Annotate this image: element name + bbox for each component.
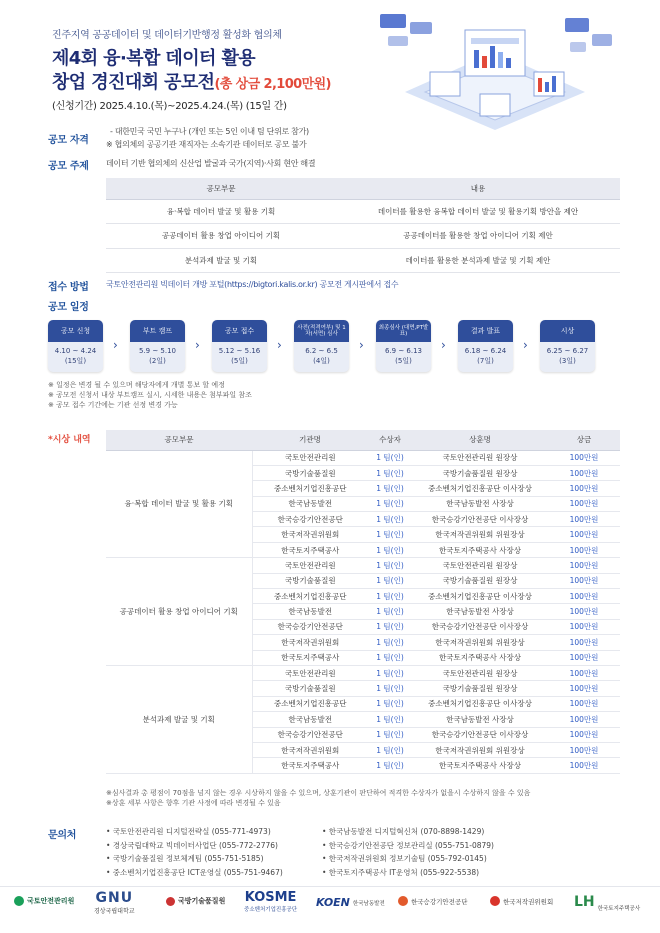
award-agency: 한국승강기안전공단: [252, 619, 368, 634]
schedule-steps: [48, 320, 628, 372]
table-row: [106, 665, 620, 680]
award-prize: 100만원: [548, 573, 620, 588]
award-name: 중소벤처기업진흥공단 이사장상: [412, 696, 548, 711]
award-name: 한국저작권위원회 위원장상: [412, 635, 548, 650]
logo-kcc: 한국저작권위원회: [490, 896, 553, 906]
kalis-logo-icon: [14, 896, 24, 906]
step-date: 6.18 ~ 6.24: [464, 347, 507, 355]
schedule-step: [458, 320, 513, 372]
award-prize: 100만원: [548, 742, 620, 757]
contact-label: 문의처: [48, 830, 77, 841]
page-title-line2: [52, 68, 331, 94]
award-agency: 국방기술품질원: [252, 681, 368, 696]
contact-item: • 한국저작권위원회 정보기술팀 (055-792-0145): [322, 854, 487, 863]
kcc-logo-icon: [490, 896, 500, 906]
contact-list-right: [322, 825, 494, 879]
award-winners: 1 팀(인): [368, 635, 412, 650]
theme-text: 데이터 기반 협의체의 신산업 발굴과 국가(지역)·사회 현안 해결: [106, 159, 316, 168]
award-winners: 1 팀(인): [368, 496, 412, 511]
award-name: 한국토지주택공사 사장상: [412, 542, 548, 557]
table-row: [106, 558, 620, 573]
logo-koen: KOEN 한국남동발전: [316, 896, 385, 909]
eligibility-label: 공모 자격: [48, 135, 89, 146]
award-prize: 100만원: [548, 465, 620, 480]
award-category: 공공데이터 활용 창업 아이디어 기획: [106, 558, 252, 666]
award-winners: 1 팀(인): [368, 696, 412, 711]
award-winners: 1 팀(인): [368, 727, 412, 742]
award-agency: 국방기술품질원: [252, 573, 368, 588]
award-agency: 한국저작권위원회: [252, 742, 368, 757]
award-prize: 100만원: [548, 635, 620, 650]
logo-kosme: KOSME 중소벤처기업진흥공단: [244, 890, 298, 913]
logo-dtaq: 국방기술품질원: [166, 896, 225, 906]
award-name: 한국남동발전 사장상: [412, 712, 548, 727]
application-period: (신청기간) 2025.4.10.(목)~2025.4.24.(목) (15일 간): [52, 101, 287, 112]
award-agency: 한국남동발전: [252, 496, 368, 511]
award-winners: 1 팀(인): [368, 542, 412, 557]
category-content: 데이터를 활용한 분석과제 발굴 및 기획 제안: [336, 248, 620, 273]
schedule-note: ※ 공모 접수 기간에는 기관 선정 변경 가능: [48, 401, 178, 409]
awards-header: 수상자: [368, 430, 412, 450]
step-date: 6.25 ~ 6.27: [546, 347, 589, 355]
table-row: [106, 224, 620, 249]
category-header: 공모부문: [106, 178, 336, 199]
step-title: 최종심사 (대면,PT발표): [376, 320, 431, 342]
schedule-notes: [48, 380, 252, 410]
chevron-right-icon: ›: [195, 338, 200, 352]
award-winners: 1 팀(인): [368, 450, 412, 465]
chevron-right-icon: ›: [359, 338, 364, 352]
award-winners: 1 팀(인): [368, 604, 412, 619]
award-agency: 국토안전관리원: [252, 665, 368, 680]
award-prize: 100만원: [548, 558, 620, 573]
award-agency: 한국저작권위원회: [252, 527, 368, 542]
step-date: 5.9 ~ 5.10: [138, 347, 177, 355]
award-agency: 한국토지주택공사: [252, 650, 368, 665]
contact-item: • 국토안전관리원 디지털전략실 (055-771-4973): [106, 827, 271, 836]
step-days: (2일): [149, 357, 166, 365]
data-platform-illustration: [370, 12, 620, 132]
award-agency: 중소벤처기업진흥공단: [252, 696, 368, 711]
step-title: 시상: [540, 320, 595, 342]
step-title: 공모 접수: [212, 320, 267, 342]
award-name: 한국저작권위원회 위원장상: [412, 742, 548, 757]
dtaq-logo-icon: [166, 897, 175, 906]
award-prize: 100만원: [548, 450, 620, 465]
award-name: 한국남동발전 사장상: [412, 604, 548, 619]
schedule-step: [212, 320, 267, 372]
award-winners: 1 팀(인): [368, 742, 412, 757]
contact-item: • 국방기술품질원 정보체계팀 (055-751-5185): [106, 854, 264, 863]
step-date: 6.9 ~ 6.13: [384, 347, 423, 355]
contact-item: • 경상국립대학교 빅데이터사업단 (055-772-2776): [106, 840, 278, 850]
table-row: [106, 199, 620, 224]
step-date: 6.2 ~ 6.5: [305, 347, 338, 355]
award-name: 한국승강기안전공단 이사장상: [412, 512, 548, 527]
award-prize: 100만원: [548, 681, 620, 696]
award-agency: 국토안전관리원: [252, 558, 368, 573]
category-name: 융·복합 데이터 발굴 및 활용 기획: [106, 199, 336, 224]
chevron-right-icon: ›: [277, 338, 282, 352]
award-agency: 중소벤처기업진흥공단: [252, 481, 368, 496]
step-days: (4일): [313, 357, 330, 365]
award-category: 융·복합 데이터 발굴 및 활용 기획: [106, 450, 252, 558]
award-note: ※심사결과 총 평점이 70점을 넘지 않는 경우 시상하지 않을 수 있으며, 상훈기관이 판단하여 적격한 수상자가 없을시 수상하지 않을 수 있음: [106, 789, 531, 797]
category-content: 공공데이터를 활용한 창업 아이디어 기획 제안: [336, 224, 620, 249]
award-prize: 100만원: [548, 481, 620, 496]
award-name: 중소벤처기업진흥공단 이사장상: [412, 481, 548, 496]
award-agency: 한국승강기안전공단: [252, 727, 368, 742]
award-agency: 한국저작권위원회: [252, 635, 368, 650]
logo-koelsa: 한국승강기안전공단: [398, 896, 468, 906]
award-agency: 한국승강기안전공단: [252, 512, 368, 527]
award-category: 분석과제 발굴 및 기획: [106, 665, 252, 773]
award-winners: 1 팀(인): [368, 465, 412, 480]
award-name: 한국승강기안전공단 이사장상: [412, 619, 548, 634]
award-prize: 100만원: [548, 650, 620, 665]
koelsa-logo-icon: [398, 896, 408, 906]
table-row: [106, 248, 620, 273]
awards-body: [106, 450, 620, 773]
awards-header: 상훈명: [412, 430, 548, 450]
schedule-note: ※ 공모전 신청서 내상 부트캠프 실시, 시세한 내용은 첨부파일 참조: [48, 391, 252, 399]
schedule-step: [130, 320, 185, 372]
award-note: ※상훈 세부 사항은 향후 기관 사정에 따라 변경될 수 있음: [106, 799, 281, 807]
schedule-step: [376, 320, 431, 372]
theme-label: 공모 주제: [48, 161, 89, 172]
page-title-line1: 제4회 융·복합 데이터 활용: [52, 48, 256, 69]
step-days: (15일): [64, 357, 87, 365]
award-name: 한국토지주택공사 사장상: [412, 758, 548, 773]
title-main: 창업 경진대회 공모전: [52, 72, 215, 93]
step-days: (5일): [231, 357, 248, 365]
award-winners: 1 팀(인): [368, 573, 412, 588]
award-name: 국토안전관리원 원장상: [412, 450, 548, 465]
award-prize: 100만원: [548, 527, 620, 542]
submission-text: 국토안전관리원 빅데이터 개방 포털(https://bigtori.kalis.or.kr) 공모전 게시판에서 접수: [106, 280, 399, 289]
eligibility-line1: - 대한민국 국민 누구나 (개인 또는 5인 이내 팀 단위로 참가): [110, 127, 309, 136]
award-prize: 100만원: [548, 604, 620, 619]
step-days: (3일): [559, 357, 576, 365]
award-prize: 100만원: [548, 712, 620, 727]
chevron-right-icon: ›: [441, 338, 446, 352]
content-header: 내용: [336, 178, 620, 199]
award-agency: 한국토지주택공사: [252, 542, 368, 557]
award-name: 국방기술품질원 원장상: [412, 573, 548, 588]
award-agency: 중소벤처기업진흥공단: [252, 589, 368, 604]
chevron-right-icon: ›: [523, 338, 528, 352]
contact-list-left: [106, 825, 283, 879]
award-name: 국토안전관리원 원장상: [412, 558, 548, 573]
awards-label: *시상 내역: [48, 435, 91, 445]
category-name: 공공데이터 활용 창업 아이디어 기획: [106, 224, 336, 249]
chevron-right-icon: ›: [113, 338, 118, 352]
footer-divider: [0, 886, 660, 887]
award-name: 국방기술품질원 원장상: [412, 681, 548, 696]
award-winners: 1 팀(인): [368, 619, 412, 634]
award-agency: 국토안전관리원: [252, 450, 368, 465]
step-days: (5일): [395, 357, 412, 365]
award-winners: 1 팀(인): [368, 758, 412, 773]
awards-header: 공모부문: [106, 430, 252, 450]
submission-label: 접수 방법: [48, 282, 89, 293]
award-agency: 한국남동발전: [252, 712, 368, 727]
schedule-step: [540, 320, 595, 372]
award-prize: 100만원: [548, 512, 620, 527]
award-prize: 100만원: [548, 496, 620, 511]
award-winners: 1 팀(인): [368, 681, 412, 696]
award-winners: 1 팀(인): [368, 512, 412, 527]
organizer-line: 진주지역 공공데이터 및 데이터기반행정 활성화 협의체: [52, 30, 282, 41]
step-date: 5.12 ~ 5.16: [218, 347, 261, 355]
contact-item: • 한국승강기안전공단 정보관리실 (055-751-0879): [322, 840, 494, 850]
contact-item: • 중소벤처기업진흥공단 ICT운영실 (055-751-9467): [106, 867, 283, 877]
award-prize: 100만원: [548, 619, 620, 634]
award-winners: 1 팀(인): [368, 650, 412, 665]
title-prize-highlight: (총 상금 2,100만원): [214, 77, 331, 92]
schedule-step: [294, 320, 349, 372]
award-name: 한국토지주택공사 사장상: [412, 650, 548, 665]
table-row: [106, 450, 620, 465]
award-agency: 한국토지주택공사: [252, 758, 368, 773]
eligibility-line2: ※ 협의체의 공공기관 재직자는 소속기관 데이터로 공모 불가: [106, 140, 307, 149]
award-prize: 100만원: [548, 696, 620, 711]
award-notes: [106, 788, 530, 808]
award-prize: 100만원: [548, 727, 620, 742]
step-date: 4.10 ~ 4.24: [54, 347, 97, 355]
contact-item: • 한국토지주택공사 IT운영처 (055-922-5538): [322, 867, 480, 877]
award-name: 국토안전관리원 원장상: [412, 665, 548, 680]
award-name: 중소벤처기업진흥공단 이사장상: [412, 589, 548, 604]
award-name: 국방기술품질원 원장상: [412, 465, 548, 480]
contact-item: • 한국남동발전 디지털혁신처 (070-8898-1429): [322, 827, 485, 836]
award-winners: 1 팀(인): [368, 558, 412, 573]
award-prize: 100만원: [548, 589, 620, 604]
step-title: 사전(적격여부) 및 1차(서면) 심사: [294, 320, 349, 342]
award-prize: 100만원: [548, 758, 620, 773]
awards-header: 상금: [548, 430, 620, 450]
award-agency: 국방기술품질원: [252, 465, 368, 480]
step-days: (7일): [477, 357, 494, 365]
step-title: 결과 발표: [458, 320, 513, 342]
logo-kalis: 국토안전관리원: [14, 896, 74, 906]
award-name: 한국승강기안전공단 이사장상: [412, 727, 548, 742]
awards-table: [106, 430, 620, 774]
award-name: 한국저작권위원회 위원장상: [412, 527, 548, 542]
award-name: 한국남동발전 사장상: [412, 496, 548, 511]
awards-header: 기관명: [252, 430, 368, 450]
award-winners: 1 팀(인): [368, 589, 412, 604]
logo-gnu: GNU 경상국립대학교: [94, 890, 135, 915]
schedule-label: 공모 일정: [48, 302, 89, 313]
step-title: 공모 신청: [48, 320, 103, 342]
logo-lh: LH 한국토지주택공사: [574, 894, 641, 912]
award-prize: 100만원: [548, 665, 620, 680]
award-winners: 1 팀(인): [368, 481, 412, 496]
schedule-step: [48, 320, 103, 372]
category-name: 분석과제 발굴 및 기획: [106, 248, 336, 273]
gnu-logo-icon: GNU: [95, 890, 134, 906]
award-prize: 100만원: [548, 542, 620, 557]
category-table: [106, 178, 620, 273]
step-title: 부트 캠프: [130, 320, 185, 342]
category-content: 데이터를 활용한 융복합 데이터 발굴 및 활용기획 방안을 제안: [336, 199, 620, 224]
award-winners: 1 팀(인): [368, 527, 412, 542]
schedule-note: ※ 일정은 변경 될 수 있으며 해당자에게 개별 통보 할 예정: [48, 381, 225, 389]
award-winners: 1 팀(인): [368, 665, 412, 680]
award-agency: 한국남동발전: [252, 604, 368, 619]
award-winners: 1 팀(인): [368, 712, 412, 727]
